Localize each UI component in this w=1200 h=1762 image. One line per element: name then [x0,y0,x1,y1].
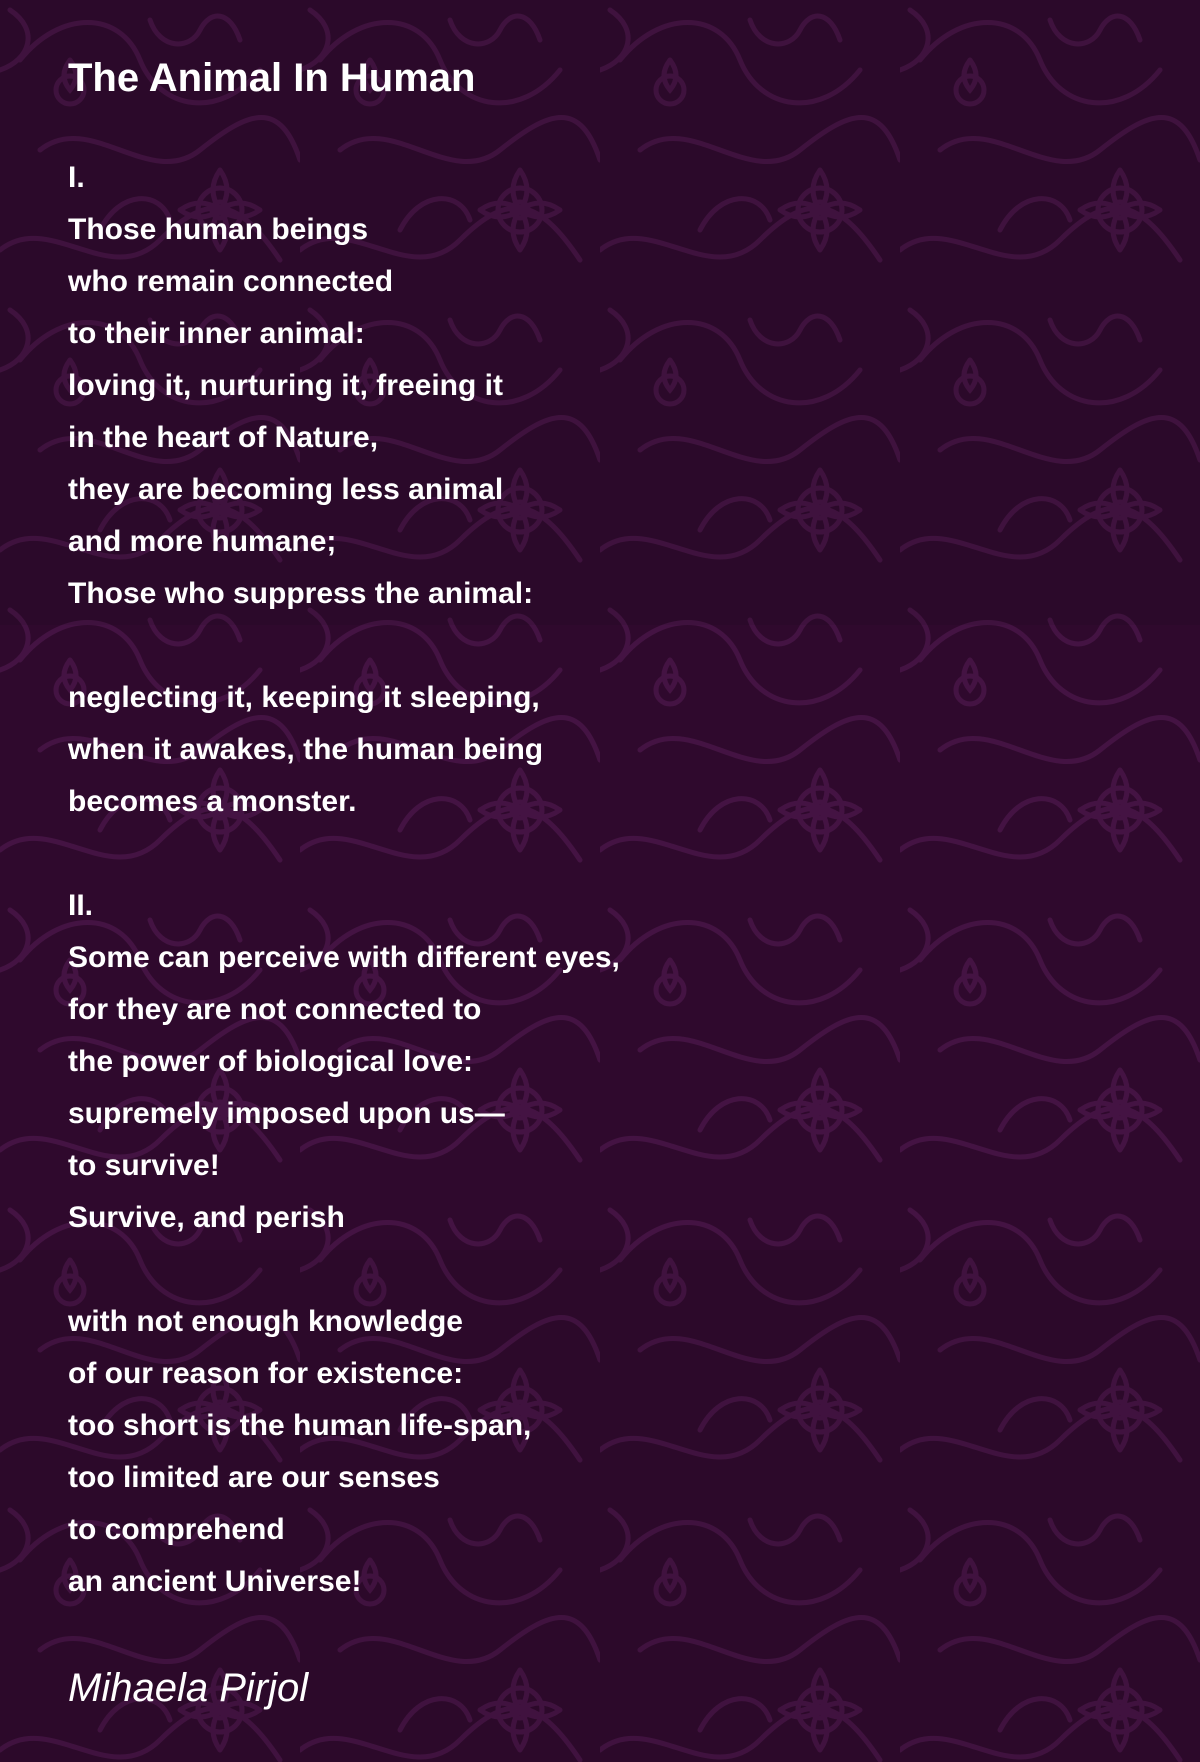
poem-line: too short is the human life-span, [68,1409,532,1442]
poem-line: to their inner animal: [68,317,365,350]
poem-line: I. [68,161,85,194]
poem-stanza [68,880,1148,1244]
poem-line: supremely imposed upon us— [68,1097,505,1130]
poem-line: an ancient Universe! [68,1565,362,1598]
poem-title: The Animal In Human [68,56,476,100]
poem-card [68,50,1148,1716]
poem-line: in the heart of Nature, [68,421,379,454]
poem-line: to survive! [68,1149,220,1182]
poem-line: Survive, and perish [68,1201,345,1234]
poem-line: II. [68,889,94,922]
poem-line: to comprehend [68,1513,285,1546]
poem-line: they are becoming less animal [68,473,504,506]
poem-line: loving it, nurturing it, freeing it [68,369,503,402]
poem-stanza [68,1296,1148,1608]
poem-author: Mihaela Pirjol [68,1666,309,1710]
poem-line: for they are not connected to [68,993,482,1026]
poem-line: with not enough knowledge [68,1305,463,1338]
poem-line: Those who suppress the animal: [68,577,534,610]
poem-body [68,152,1148,1608]
poem-line: Those human beings [68,213,369,246]
poem-line: when it awakes, the human being [68,733,544,766]
poem-stanza [68,672,1148,828]
poem-line: of our reason for existence: [68,1357,464,1390]
poem-line: the power of biological love: [68,1045,474,1078]
poem-stanza [68,152,1148,620]
poem-line: Some can perceive with different eyes, [68,941,620,974]
poem-line: who remain connected [68,265,394,298]
poem-line: too limited are our senses [68,1461,440,1494]
poem-line: becomes a monster. [68,785,357,818]
poem-line: and more humane; [68,525,337,558]
poem-line: neglecting it, keeping it sleeping, [68,681,540,714]
